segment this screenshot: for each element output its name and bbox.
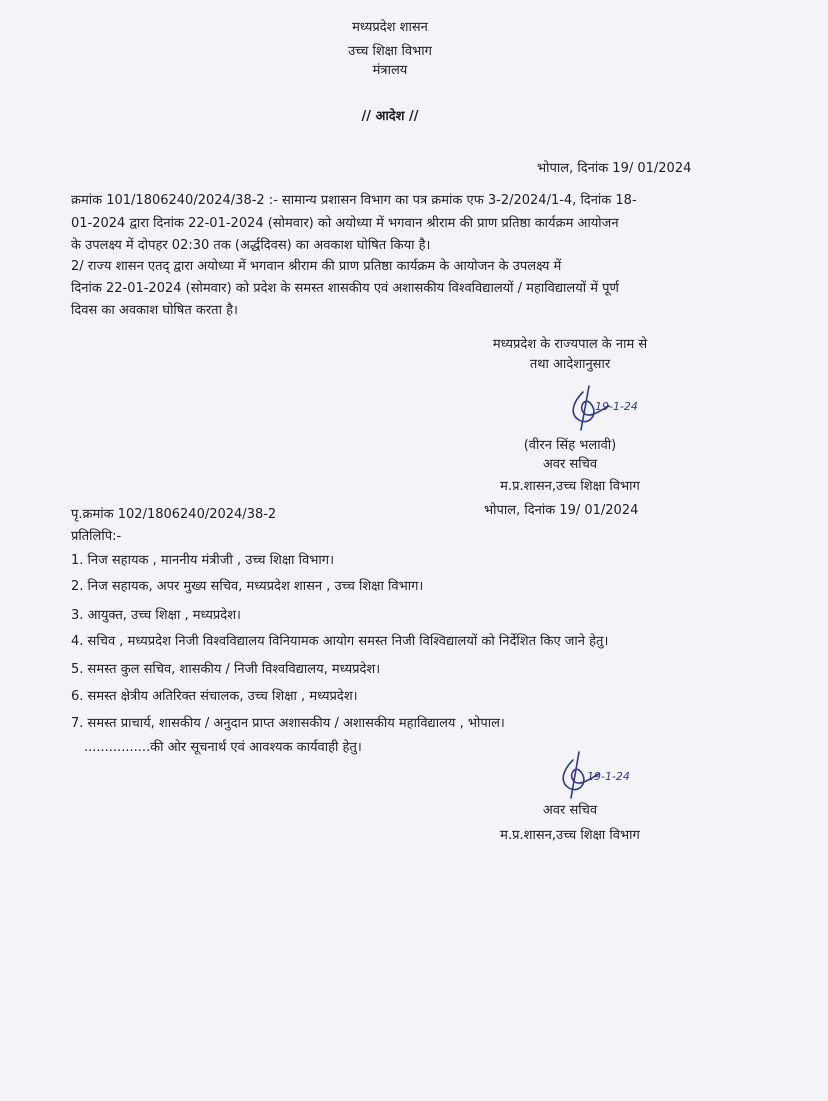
para2-line1: 2/ राज्य शासन एतद् द्वारा अयोध्या में भगवान श्रीराम की प्राण प्रतिष्ठा कार्यक्रम के आयोजन के उपलक्ष्य में <box>71 259 562 274</box>
signatory-department-2: म.प्र.शासन,उच्च शिक्षा विभाग <box>500 828 640 843</box>
para1-line2: 01-2024 द्वारा दिनांक 22-01-2024 (सोमवार) को अयोध्या में भगवान श्रीराम की प्राण प्रतिष्ठा कार्यक्रम आयोजन <box>71 216 619 231</box>
signatory-department: म.प्र.शासन,उच्च शिक्षा विभाग <box>500 479 640 494</box>
para2-line3: दिवस का अवकाश घोषित करता है। <box>71 303 238 318</box>
copy-closing: ................की ओर सूचनार्थ एवं आवश्यक कार्यवाही हेतु। <box>84 740 362 755</box>
header-government: मध्यप्रदेश शासन <box>352 20 428 35</box>
by-order-line1: मध्यप्रदेश के राज्यपाल के नाम से <box>492 337 648 352</box>
signature-2 <box>545 748 665 804</box>
copy-item: 2. निज सहायक, अपर मुख्य सचिव, मध्यप्रदेश शासन , उच्च शिक्षा विभाग। <box>71 579 424 594</box>
para2-line2: दिनांक 22-01-2024 (सोमवार) को प्रदेश के समस्त शासकीय एवं अशासकीय विश्वविद्यालयों / महाविद्यालयों में पूर्ण <box>71 281 619 296</box>
header-department: उच्च शिक्षा विभाग <box>348 44 432 59</box>
by-order-line2: तथा आदेशानुसार <box>529 357 611 372</box>
endorsement-place-date: भोपाल, दिनांक 19/ 01/2024 <box>484 503 639 518</box>
svg-text:19-1-24: 19-1-24 <box>595 400 638 413</box>
signatory-name: (वीरन सिंह भलावी) <box>523 438 617 453</box>
para1-line3: के उपलक्ष्य में दोपहर 02:30 तक (अर्द्धदिवस) का अवकाश घोषित किया है। <box>71 238 431 253</box>
para1-line1: क्रमांक 101/1806240/2024/38-2 :- सामान्य प्रशासन विभाग का पत्र क्रमांक एफ 3-2/2024/1-4, दिनांक 18- <box>71 193 637 208</box>
svg-text:19-1-24: 19-1-24 <box>587 770 630 783</box>
copy-item: 5. समस्त कुल सचिव, शासकीय / निजी विश्वविद्यालय, मध्यप्रदेश। <box>71 662 381 677</box>
copy-item: 3. आयुक्त, उच्च शिक्षा , मध्यप्रदेश। <box>71 608 241 623</box>
order-place-date: भोपाल, दिनांक 19/ 01/2024 <box>537 161 692 176</box>
copy-item: 1. निज सहायक , माननीय मंत्रीजी , उच्च शिक्षा विभाग। <box>71 553 334 568</box>
signature-1 <box>555 380 675 438</box>
copy-to-label: प्रतिलिपि:- <box>71 529 122 544</box>
copy-item: 7. समस्त प्राचार्य, शासकीय / अनुदान प्राप्त अशासकीय / अशासकीय महाविद्यालय , भोपाल। <box>71 716 505 731</box>
signatory-designation: अवर सचिव <box>542 457 598 472</box>
header-ministry: मंत्रालय <box>372 63 408 78</box>
signatory-designation-2: अवर सचिव <box>542 803 598 818</box>
endorsement-number: पृ.क्रमांक 102/1806240/2024/38-2 <box>71 507 277 522</box>
copy-item: 4. सचिव , मध्यप्रदेश निजी विश्वविद्यालय विनियामक आयोग समस्त निजी विश्विद्यालयों को निर्देशित किए जाने हेतु। <box>71 634 609 649</box>
copy-item: 6. समस्त क्षेत्रीय अतिरिक्त संचालक, उच्च शिक्षा , मध्यप्रदेश। <box>71 689 358 704</box>
order-title: // आदेश // <box>361 109 419 124</box>
